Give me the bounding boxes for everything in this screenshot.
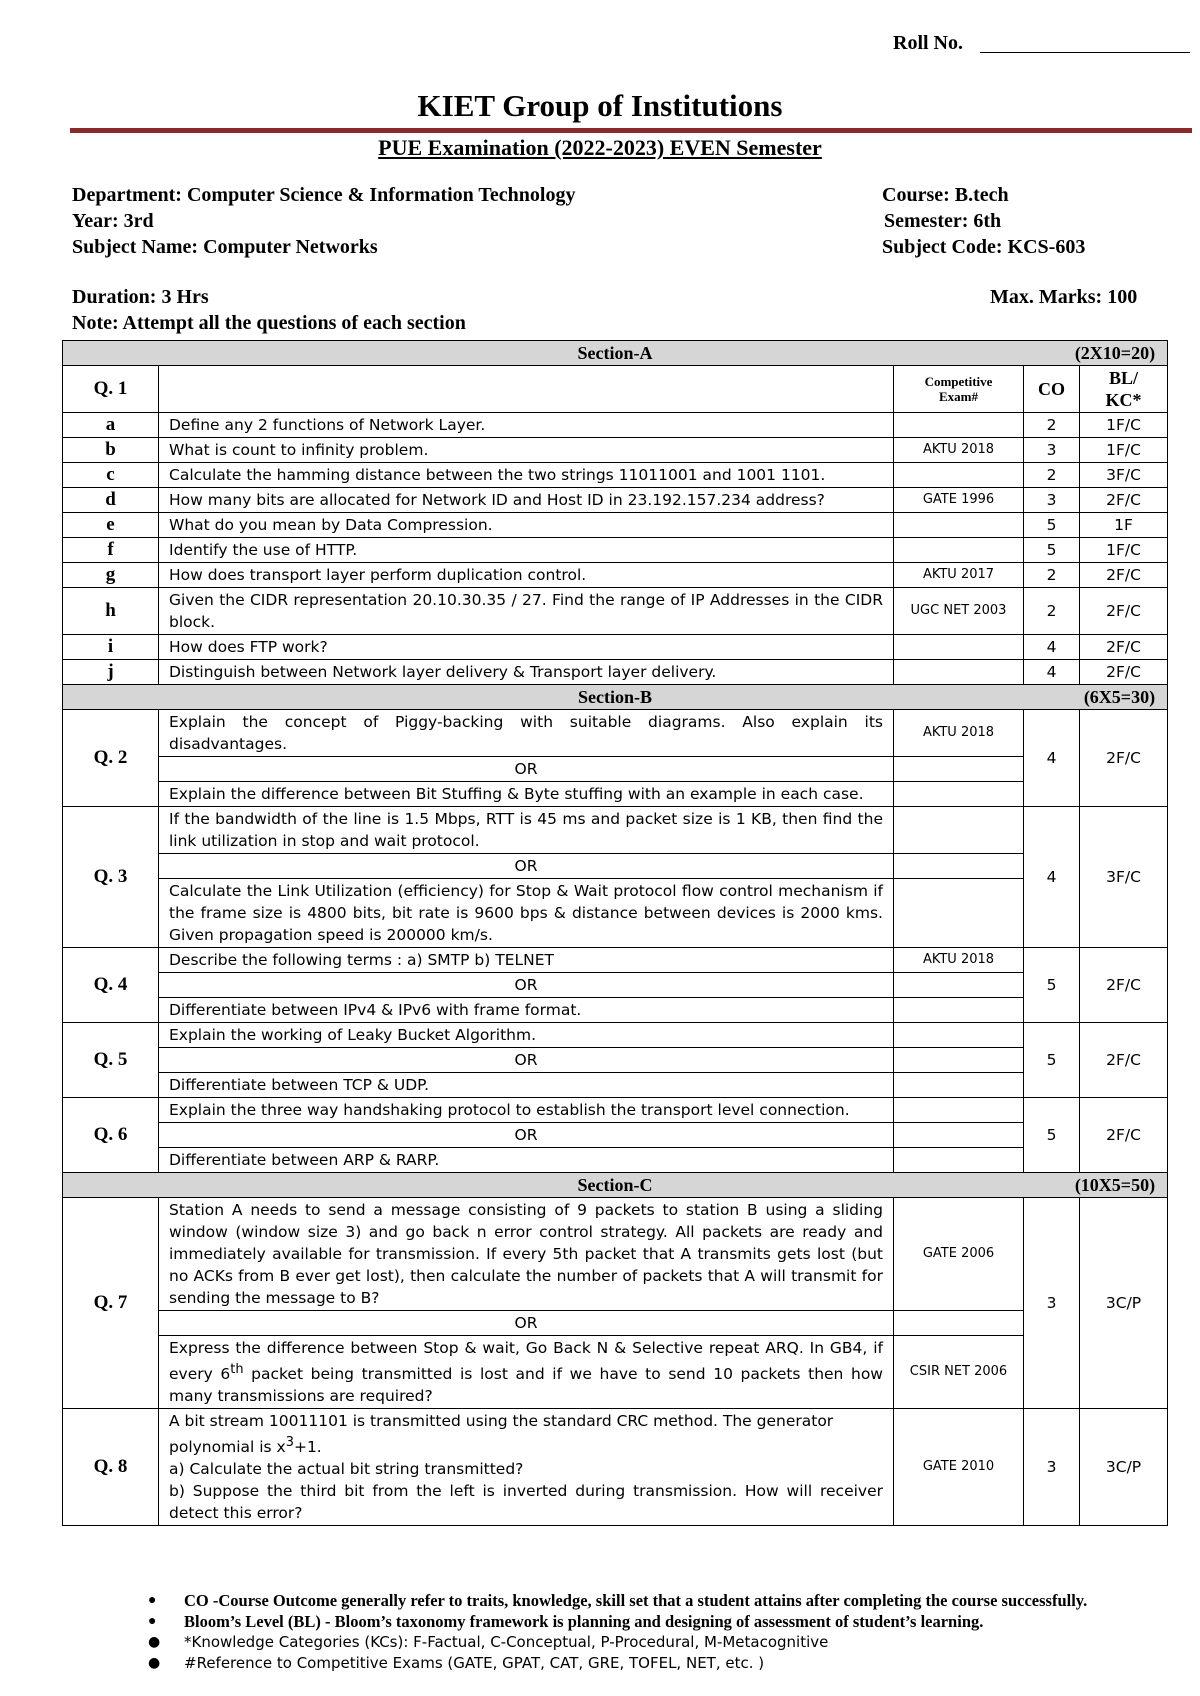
q7-exam-a: GATE 2006 bbox=[894, 1198, 1024, 1311]
q6-co: 5 bbox=[1024, 1098, 1080, 1173]
q2-option-a: Explain the concept of Piggy-backing with suitable diagrams. Also explain its disadvantages. bbox=[159, 710, 894, 757]
table-row bbox=[63, 588, 1168, 635]
q1-part-f-exam bbox=[894, 538, 1024, 563]
q1-part-a-text: Define any 2 functions of Network Layer. bbox=[159, 413, 894, 438]
q1-part-j-co: 4 bbox=[1024, 660, 1080, 685]
table-row bbox=[63, 513, 1168, 538]
q1-part-c-label: c bbox=[63, 463, 159, 488]
duration: Duration: 3 Hrs bbox=[72, 286, 209, 308]
q7-or: OR bbox=[159, 1311, 894, 1336]
header-divider bbox=[70, 128, 1192, 133]
q6-exam-b bbox=[894, 1148, 1024, 1173]
q7-or-exam bbox=[894, 1311, 1024, 1336]
table-row bbox=[63, 563, 1168, 588]
q4-option-b: Differentiate between IPv4 & IPv6 with frame format. bbox=[159, 998, 894, 1023]
q1-part-i-co: 4 bbox=[1024, 635, 1080, 660]
section-c-marks: (10X5=50) bbox=[1074, 1175, 1156, 1195]
q1-label: Q. 1 bbox=[63, 366, 159, 413]
subject-code: Subject Code: KCS-603 bbox=[882, 236, 1086, 258]
q6-label: Q. 6 bbox=[63, 1098, 159, 1173]
q2-label: Q. 2 bbox=[63, 710, 159, 807]
q1-part-e-label: e bbox=[63, 513, 159, 538]
q7-label: Q. 7 bbox=[63, 1198, 159, 1409]
q4-label: Q. 4 bbox=[63, 948, 159, 1023]
q6-or-exam bbox=[894, 1123, 1024, 1148]
note-co: ● CO -Course Outcome generally refer to traits, knowledge, skill set that a student attains after completing the course successfully. bbox=[184, 1590, 1200, 1611]
q1-part-g-text: How does transport layer perform duplication control. bbox=[159, 563, 894, 588]
q1-part-h-label: h bbox=[63, 588, 159, 635]
q6-or: OR bbox=[159, 1123, 894, 1148]
q4-or: OR bbox=[159, 973, 894, 998]
section-b-marks: (6X5=30) bbox=[1083, 687, 1156, 707]
q1-part-j-text: Distinguish between Network layer delivery & Transport layer delivery. bbox=[159, 660, 894, 685]
q6-exam-a bbox=[894, 1098, 1024, 1123]
department: Department: Computer Science & Information Technology bbox=[72, 184, 576, 206]
q1-part-d-label: d bbox=[63, 488, 159, 513]
q1-part-j-label: j bbox=[63, 660, 159, 685]
table-row bbox=[63, 807, 1168, 854]
q5-option-b: Differentiate between TCP & UDP. bbox=[159, 1073, 894, 1098]
note-kc: ● *Knowledge Categories (KCs): F-Factual, C-Conceptual, P-Procedural, M-Metacognitive bbox=[184, 1632, 1200, 1653]
q5-or-exam bbox=[894, 1048, 1024, 1073]
q1-part-h-bl: 2F/C bbox=[1080, 588, 1168, 635]
q1-part-f-text: Identify the use of HTTP. bbox=[159, 538, 894, 563]
table-row bbox=[63, 413, 1168, 438]
q4-exam-a: AKTU 2018 bbox=[894, 948, 1024, 973]
q3-or-exam bbox=[894, 854, 1024, 879]
q1-part-g-bl: 2F/C bbox=[1080, 563, 1168, 588]
q3-option-b: Calculate the Link Utilization (efficiency) for Stop & Wait protocol flow control mechanism if the frame size is 4800 bits, bit rate is 9600 bps & distance between devices is 2000 kms. Given propagation speed is 200000 km/s. bbox=[159, 879, 894, 948]
instruction-note: Note: Attempt all the questions of each section bbox=[72, 312, 466, 334]
q3-or: OR bbox=[159, 854, 894, 879]
question-table bbox=[62, 340, 1168, 1526]
q7-co: 3 bbox=[1024, 1198, 1080, 1409]
subject-name: Subject Name: Computer Networks bbox=[72, 236, 378, 258]
q4-or-exam bbox=[894, 973, 1024, 998]
table-row bbox=[63, 1098, 1168, 1123]
q2-co: 4 bbox=[1024, 710, 1080, 807]
table-row bbox=[63, 438, 1168, 463]
section-a-marks: (2X10=20) bbox=[1074, 343, 1156, 363]
q7-bl: 3C/P bbox=[1080, 1198, 1168, 1409]
q1-header-blank bbox=[159, 366, 894, 413]
q1-part-d-exam: GATE 1996 bbox=[894, 488, 1024, 513]
q1-part-b-bl: 1F/C bbox=[1080, 438, 1168, 463]
section-a-header: Section-A (2X10=20) bbox=[63, 341, 1168, 366]
q1-part-b-label: b bbox=[63, 438, 159, 463]
semester: Semester: 6th bbox=[884, 210, 1002, 232]
table-row bbox=[63, 973, 1168, 998]
table-row bbox=[63, 1148, 1168, 1173]
table-row bbox=[63, 660, 1168, 685]
q1-part-a-exam bbox=[894, 413, 1024, 438]
table-row bbox=[63, 879, 1168, 948]
q1-part-e-text: What do you mean by Data Compression. bbox=[159, 513, 894, 538]
q4-co: 5 bbox=[1024, 948, 1080, 1023]
q1-part-a-bl: 1F/C bbox=[1080, 413, 1168, 438]
q4-option-a: Describe the following terms : a) SMTP b) TELNET bbox=[159, 948, 894, 973]
roll-number-label: Roll No. bbox=[893, 32, 963, 54]
q5-exam-b bbox=[894, 1073, 1024, 1098]
q5-co: 5 bbox=[1024, 1023, 1080, 1098]
table-row bbox=[63, 635, 1168, 660]
table-row bbox=[63, 1048, 1168, 1073]
q1-part-d-text: How many bits are allocated for Network ID and Host ID in 23.192.157.234 address? bbox=[159, 488, 894, 513]
q7-exam-b: CSIR NET 2006 bbox=[894, 1336, 1024, 1409]
q1-part-i-label: i bbox=[63, 635, 159, 660]
roll-number-line bbox=[980, 52, 1190, 53]
q1-part-d-bl: 2F/C bbox=[1080, 488, 1168, 513]
q1-part-f-label: f bbox=[63, 538, 159, 563]
q3-co: 4 bbox=[1024, 807, 1080, 948]
table-row bbox=[63, 782, 1168, 807]
q1-part-g-label: g bbox=[63, 563, 159, 588]
col-competitive-exam: Competitive Exam# bbox=[894, 366, 1024, 413]
footnotes bbox=[108, 1590, 1200, 1674]
q5-bl: 2F/C bbox=[1080, 1023, 1168, 1098]
note-bl: ● Bloom’s Level (BL) - Bloom’s taxonomy framework is planning and designing of assessment of student’s learning. bbox=[184, 1611, 1200, 1632]
table-row bbox=[63, 757, 1168, 782]
q1-part-e-co: 5 bbox=[1024, 513, 1080, 538]
q1-part-b-text: What is count to infinity problem. bbox=[159, 438, 894, 463]
q1-part-c-text: Calculate the hamming distance between the two strings 11011001 and 1001 1101. bbox=[159, 463, 894, 488]
q2-exam-a: AKTU 2018 bbox=[894, 710, 1024, 757]
q1-part-c-exam bbox=[894, 463, 1024, 488]
table-row bbox=[63, 948, 1168, 973]
q1-part-b-exam: AKTU 2018 bbox=[894, 438, 1024, 463]
q8-co: 3 bbox=[1024, 1409, 1080, 1526]
year: Year: 3rd bbox=[72, 210, 154, 232]
q1-part-j-exam bbox=[894, 660, 1024, 685]
q8-label: Q. 8 bbox=[63, 1409, 159, 1526]
q1-part-h-exam: UGC NET 2003 bbox=[894, 588, 1024, 635]
q3-option-a: If the bandwidth of the line is 1.5 Mbps, RTT is 45 ms and packet size is 1 KB, then find the link utilization in stop and wait protocol. bbox=[159, 807, 894, 854]
q6-option-a: Explain the three way handshaking protocol to establish the transport level connection. bbox=[159, 1098, 894, 1123]
q2-or: OR bbox=[159, 757, 894, 782]
q4-bl: 2F/C bbox=[1080, 948, 1168, 1023]
q3-exam-b bbox=[894, 879, 1024, 948]
section-b-header: Section-B (6X5=30) bbox=[63, 685, 1168, 710]
table-row bbox=[63, 538, 1168, 563]
col-bl-kc: BL/ KC* bbox=[1080, 366, 1168, 413]
q2-exam-b bbox=[894, 782, 1024, 807]
q3-label: Q. 3 bbox=[63, 807, 159, 948]
q8-question: A bit stream 10011101 is transmitted using the standard CRC method. The generator polynomial is $x^3+1$. a) Calculate the actual bit string transmitted? b) Suppose the third bit from the left is inverted during transmission. How will receiver detect this error? bbox=[159, 1409, 894, 1526]
q1-part-a-co: 2 bbox=[1024, 413, 1080, 438]
q1-part-i-bl: 2F/C bbox=[1080, 635, 1168, 660]
q1-part-c-bl: 3F/C bbox=[1080, 463, 1168, 488]
q2-or-exam bbox=[894, 757, 1024, 782]
max-marks: Max. Marks: 100 bbox=[990, 286, 1138, 308]
q1-part-f-bl: 1F/C bbox=[1080, 538, 1168, 563]
q1-part-g-exam: AKTU 2017 bbox=[894, 563, 1024, 588]
table-row bbox=[63, 488, 1168, 513]
exam-title: PUE Examination (2022-2023) EVEN Semester bbox=[378, 135, 822, 160]
table-row bbox=[63, 710, 1168, 757]
course: Course: B.tech bbox=[882, 184, 1009, 206]
table-row bbox=[63, 998, 1168, 1023]
institution-title: KIET Group of Institutions bbox=[417, 88, 783, 123]
section-c-header: Section-C (10X5=50) bbox=[63, 1173, 1168, 1198]
q1-part-h-text: Given the CIDR representation 20.10.30.35 / 27. Find the range of IP Addresses in the CIDR block. bbox=[159, 588, 894, 635]
q1-part-i-text: How does FTP work? bbox=[159, 635, 894, 660]
q1-part-e-bl: 1F bbox=[1080, 513, 1168, 538]
q3-bl: 3F/C bbox=[1080, 807, 1168, 948]
q1-part-i-exam bbox=[894, 635, 1024, 660]
q1-part-a-label: a bbox=[63, 413, 159, 438]
q6-option-b: Differentiate between ARP & RARP. bbox=[159, 1148, 894, 1173]
q2-bl: 2F/C bbox=[1080, 710, 1168, 807]
q1-part-b-co: 3 bbox=[1024, 438, 1080, 463]
q1-part-f-co: 5 bbox=[1024, 538, 1080, 563]
q5-option-a: Explain the working of Leaky Bucket Algorithm. bbox=[159, 1023, 894, 1048]
table-row bbox=[63, 1023, 1168, 1048]
q1-part-c-co: 2 bbox=[1024, 463, 1080, 488]
table-row bbox=[63, 854, 1168, 879]
q8-exam: GATE 2010 bbox=[894, 1409, 1024, 1526]
table-row bbox=[63, 1123, 1168, 1148]
q4-exam-b bbox=[894, 998, 1024, 1023]
q8-bl: 3C/P bbox=[1080, 1409, 1168, 1526]
q5-or: OR bbox=[159, 1048, 894, 1073]
q1-part-e-exam bbox=[894, 513, 1024, 538]
q2-option-b: Explain the difference between Bit Stuffing & Byte stuffing with an example in each case. bbox=[159, 782, 894, 807]
q5-label: Q. 5 bbox=[63, 1023, 159, 1098]
table-row bbox=[63, 1073, 1168, 1098]
q7-option-a: Station A needs to send a message consisting of 9 packets to station B using a sliding window (window size 3) and go back n error control strategy. All packets are ready and immediately available for transmission. If every 5th packet that A transmits gets lost (but no ACKs from B ever get lost), then calculate the number of packets that A will transmit for sending the message to B? bbox=[159, 1198, 894, 1311]
q6-bl: 2F/C bbox=[1080, 1098, 1168, 1173]
q1-part-j-bl: 2F/C bbox=[1080, 660, 1168, 685]
q3-exam-a bbox=[894, 807, 1024, 854]
note-competitive: ● #Reference to Competitive Exams (GATE, GPAT, CAT, GRE, TOFEL, NET, etc. ) bbox=[184, 1653, 1200, 1674]
table-row bbox=[63, 463, 1168, 488]
col-co: CO bbox=[1024, 366, 1080, 413]
q5-exam-a bbox=[894, 1023, 1024, 1048]
q1-part-h-co: 2 bbox=[1024, 588, 1080, 635]
q1-part-d-co: 3 bbox=[1024, 488, 1080, 513]
q1-part-g-co: 2 bbox=[1024, 563, 1080, 588]
q7-option-b: Express the difference between Stop & wait, Go Back N & Selective repeat ARQ. In GB4, if every 6th packet being transmitted is lost and if we have to send 10 packets then how many transmissions are required? bbox=[159, 1336, 894, 1409]
